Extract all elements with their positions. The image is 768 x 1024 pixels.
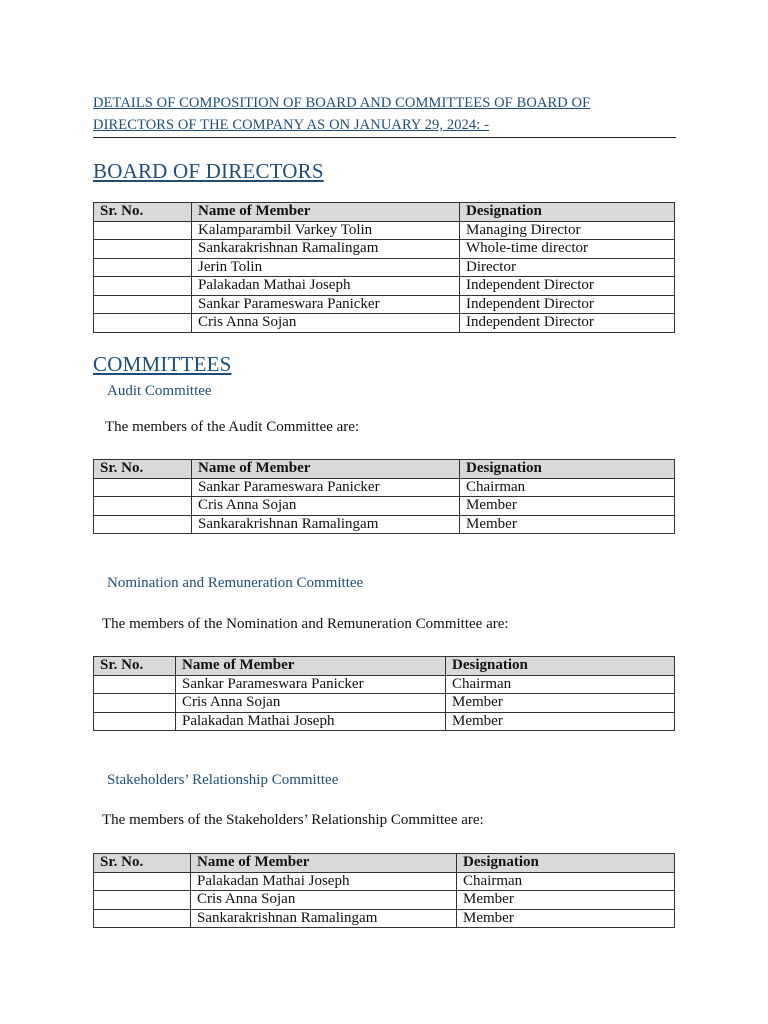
designation: Member: [446, 712, 675, 731]
table-row: [94, 891, 675, 910]
table-row: [94, 675, 675, 694]
header-designation: Designation: [460, 203, 675, 222]
srno-cell: [94, 478, 192, 497]
member-name: Palakadan Mathai Joseph: [176, 712, 446, 731]
table-row: [94, 221, 675, 240]
header-name: Name of Member: [192, 460, 460, 479]
heading-line-2: DIRECTORS OF THE COMPANY AS ON JANUARY 29, 2024: -: [93, 117, 490, 133]
table-row: [94, 909, 675, 928]
board-table: [93, 202, 675, 333]
table-row: [94, 872, 675, 891]
member-name: Cris Anna Sojan: [176, 694, 446, 713]
designation: Chairman: [457, 872, 675, 891]
header-name: Name of Member: [192, 203, 460, 222]
header-srno: Sr. No.: [94, 460, 192, 479]
member-name: Palakadan Mathai Joseph: [191, 872, 457, 891]
header-designation: Designation: [457, 854, 675, 873]
stakeholders-table: [93, 853, 675, 928]
audit-table: [93, 459, 675, 534]
heading-divider: [93, 137, 676, 138]
srno-cell: [94, 221, 192, 240]
designation: Member: [460, 515, 675, 534]
member-name: Sankar Parameswara Panicker: [192, 295, 460, 314]
designation: Member: [446, 694, 675, 713]
nomination-intro: The members of the Nomination and Remuneration Committee are:: [102, 616, 509, 632]
table-row: [94, 694, 675, 713]
srno-cell: [94, 694, 176, 713]
srno-cell: [94, 240, 192, 259]
designation: Member: [457, 891, 675, 910]
member-name: Palakadan Mathai Joseph: [192, 277, 460, 296]
header-designation: Designation: [446, 657, 675, 676]
audit-intro: The members of the Audit Committee are:: [105, 419, 360, 435]
table-header-row: [94, 854, 675, 873]
document-heading: [93, 92, 675, 136]
designation: Independent Director: [460, 314, 675, 333]
designation: Chairman: [460, 478, 675, 497]
header-name: Name of Member: [191, 854, 457, 873]
table-row: [94, 258, 675, 277]
table-row: [94, 314, 675, 333]
member-name: Kalamparambil Varkey Tolin: [192, 221, 460, 240]
srno-cell: [94, 277, 192, 296]
srno-cell: [94, 891, 191, 910]
table-row: [94, 277, 675, 296]
designation: Independent Director: [460, 295, 675, 314]
audit-committee-title: Audit Committee: [107, 383, 212, 399]
member-name: Sankar Parameswara Panicker: [176, 675, 446, 694]
member-name: Cris Anna Sojan: [191, 891, 457, 910]
designation: Member: [460, 497, 675, 516]
member-name: Cris Anna Sojan: [192, 497, 460, 516]
nomination-table: [93, 656, 675, 731]
srno-cell: [94, 909, 191, 928]
member-name: Cris Anna Sojan: [192, 314, 460, 333]
table-row: [94, 478, 675, 497]
srno-cell: [94, 314, 192, 333]
header-name: Name of Member: [176, 657, 446, 676]
table-row: [94, 515, 675, 534]
table-header-row: [94, 657, 675, 676]
stakeholders-committee-title: Stakeholders’ Relationship Committee: [107, 772, 339, 788]
srno-cell: [94, 872, 191, 891]
designation: Chairman: [446, 675, 675, 694]
table-row: [94, 712, 675, 731]
srno-cell: [94, 258, 192, 277]
member-name: Sankarakrishnan Ramalingam: [191, 909, 457, 928]
srno-cell: [94, 712, 176, 731]
srno-cell: [94, 497, 192, 516]
designation: Member: [457, 909, 675, 928]
header-designation: Designation: [460, 460, 675, 479]
board-title: BOARD OF DIRECTORS: [93, 159, 324, 183]
designation: Director: [460, 258, 675, 277]
table-header-row: [94, 203, 675, 222]
heading-line-1: DETAILS OF COMPOSITION OF BOARD AND COMMITTEES OF BOARD OF: [93, 95, 591, 111]
table-row: [94, 497, 675, 516]
table-row: [94, 295, 675, 314]
srno-cell: [94, 295, 192, 314]
member-name: Sankarakrishnan Ramalingam: [192, 240, 460, 259]
committees-title: COMMITTEES: [93, 352, 232, 376]
designation: Whole-time director: [460, 240, 675, 259]
header-srno: Sr. No.: [94, 657, 176, 676]
table-row: [94, 240, 675, 259]
table-header-row: [94, 460, 675, 479]
header-srno: Sr. No.: [94, 854, 191, 873]
designation: Managing Director: [460, 221, 675, 240]
member-name: Jerin Tolin: [192, 258, 460, 277]
member-name: Sankarakrishnan Ramalingam: [192, 515, 460, 534]
srno-cell: [94, 515, 192, 534]
srno-cell: [94, 675, 176, 694]
header-srno: Sr. No.: [94, 203, 192, 222]
member-name: Sankar Parameswara Panicker: [192, 478, 460, 497]
stakeholders-intro: The members of the Stakeholders’ Relationship Committee are:: [102, 812, 484, 828]
nomination-committee-title: Nomination and Remuneration Committee: [107, 575, 364, 591]
designation: Independent Director: [460, 277, 675, 296]
